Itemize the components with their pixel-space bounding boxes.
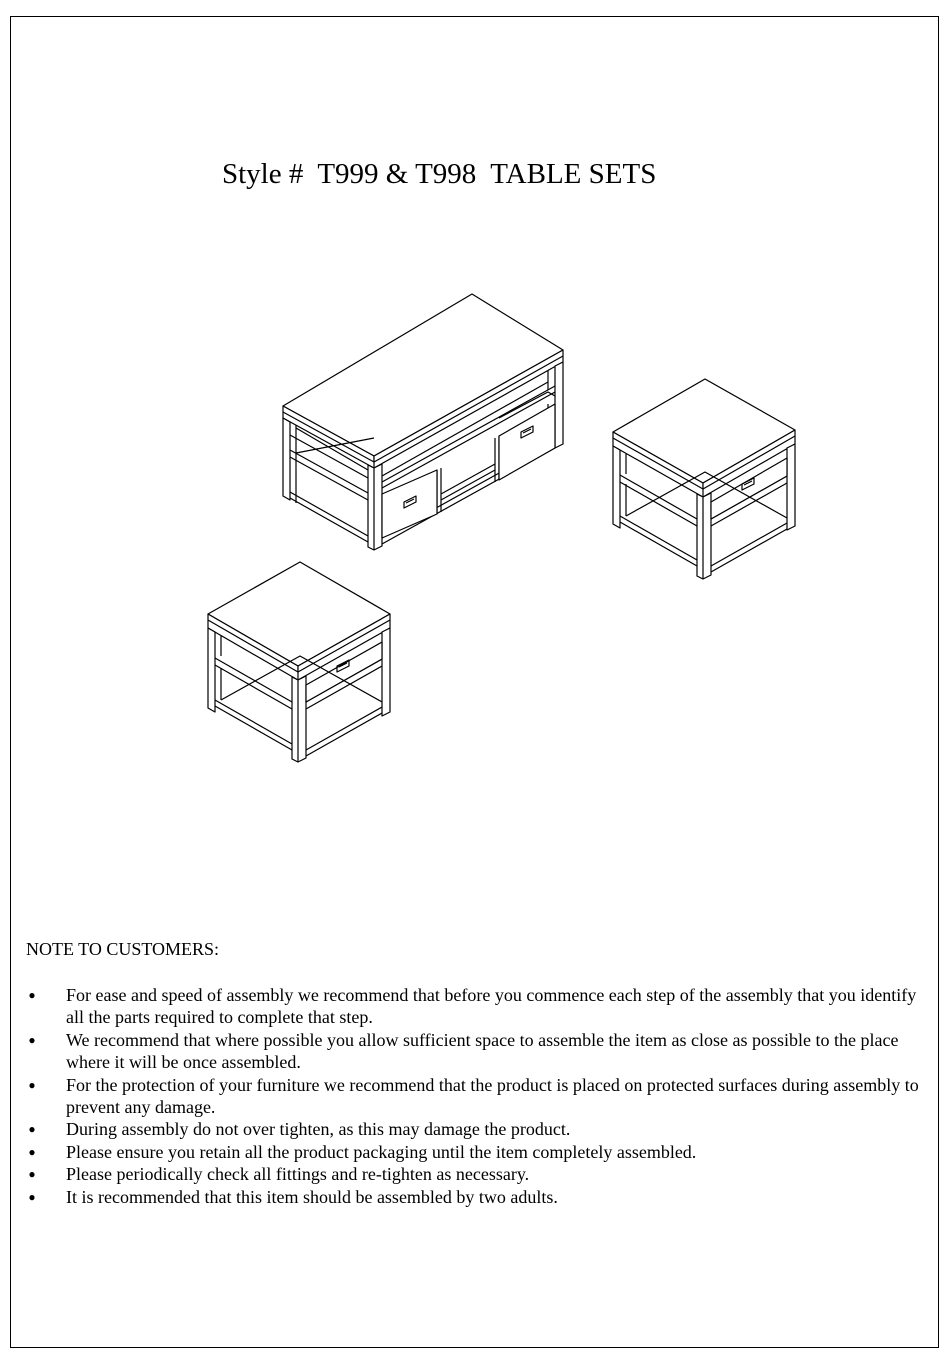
note-text: It is recommended that this item should be assembled by two adults.: [66, 1186, 558, 1207]
bullet-icon: ●: [28, 1077, 36, 1092]
note-text: For ease and speed of assembly we recommend that before you commence each step of the assembly that you identify all the parts required to complete that step.: [66, 985, 917, 1028]
bullet-icon: ●: [28, 1144, 36, 1159]
list-item: [26, 1074, 931, 1119]
note-text: During assembly do not over tighten, as this may damage the product.: [66, 1119, 571, 1140]
bullet-icon: ●: [28, 1122, 36, 1137]
list-item: [26, 1118, 931, 1140]
note-heading: NOTE TO CUSTOMERS:: [26, 939, 220, 959]
bullet-icon: ●: [28, 1189, 36, 1204]
list-item: [26, 1141, 931, 1163]
bullet-icon: ●: [28, 1032, 36, 1047]
list-item: [26, 1163, 931, 1185]
list-item: [26, 1029, 931, 1074]
list-item: [26, 984, 931, 1029]
end-table-right-drawing: [613, 379, 795, 579]
note-text: For the protection of your furniture we recommend that the product is placed on protected surfaces during assembly to prevent any damage.: [66, 1074, 919, 1118]
bullet-icon: ●: [28, 1167, 36, 1182]
bullet-icon: ●: [28, 988, 36, 1002]
document-title: Style # T999 & T998 TABLE SETS: [222, 158, 657, 190]
coffee-table-drawing: [283, 294, 563, 550]
end-table-left-drawing: [208, 562, 390, 762]
note-text: We recommend that where possible you allow sufficient space to assemble the item as close as possible to the place where it will be once assembled.: [66, 1029, 899, 1073]
note-text: Please periodically check all fittings and re-tighten as necessary.: [66, 1164, 530, 1185]
list-item: [26, 1186, 931, 1208]
note-text: Please ensure you retain all the product packaging until the item completely assembled.: [66, 1141, 697, 1162]
customer-notes-list: [26, 984, 931, 1208]
